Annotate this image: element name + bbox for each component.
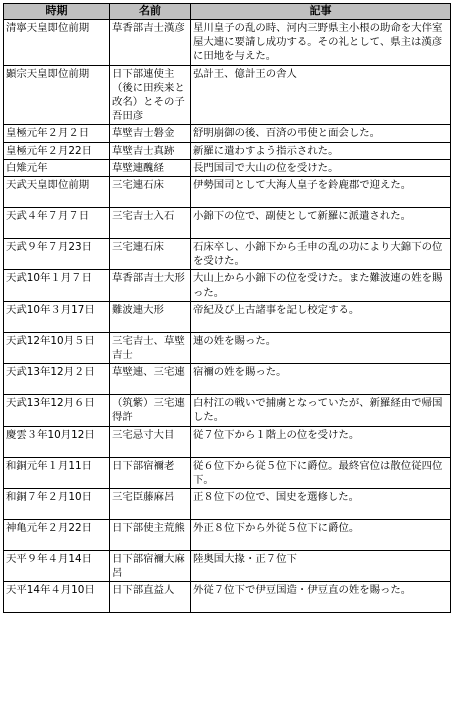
header-name: 名前 (110, 4, 191, 20)
cell-record: 帝紀及び上古諸事を記し校定する。 (191, 301, 451, 332)
cell-name: 日下部宿禰老 (110, 457, 191, 488)
cell-name: 三宅吉士入石 (110, 208, 191, 239)
table-row (4, 208, 451, 239)
cell-record: 連の姓を賜った。 (191, 332, 451, 363)
header-period: 時期 (4, 4, 110, 20)
cell-name: 草香部吉士漢彦 (110, 20, 191, 66)
cell-period: 皇極元年２月２日 (4, 125, 110, 142)
table-row (4, 489, 451, 520)
table-body (4, 20, 451, 613)
cell-period: 天平９年４月14日 (4, 551, 110, 582)
cell-record: 長門国司で大山の位を受けた。 (191, 159, 451, 176)
cell-period: 天武13年12月６日 (4, 395, 110, 426)
cell-name: 三宅臣藤麻呂 (110, 489, 191, 520)
cell-name: 日下部連使主（後に田疾来と改名）とその子吾田彦 (110, 65, 191, 125)
cell-period: 天武９年７月23日 (4, 239, 110, 270)
cell-record: 伊勢国司として大海人皇子を鈴鹿郡で迎えた。 (191, 177, 451, 208)
cell-name: 草香部吉士大形 (110, 270, 191, 301)
cell-period: 天平14年４月10日 (4, 582, 110, 613)
cell-record: 小錦下の位で、副使として新羅に派遣された。 (191, 208, 451, 239)
cell-period: 和銅７年２月10日 (4, 489, 110, 520)
cell-name: 三宅忌寸大目 (110, 426, 191, 457)
cell-record: 舒明崩御の後、百済の弔使と面会した。 (191, 125, 451, 142)
cell-record: 従７位下から１階上の位を受けた。 (191, 426, 451, 457)
cell-period: 天武12年10月５日 (4, 332, 110, 363)
table-row (4, 239, 451, 270)
cell-record: 弘計王、億計王の舎人 (191, 65, 451, 125)
cell-name: 日下部宿禰大麻呂 (110, 551, 191, 582)
table-row (4, 20, 451, 66)
cell-period: 神亀元年２月22日 (4, 520, 110, 551)
table-header-row (4, 4, 451, 20)
cell-period: 慶雲３年10月12日 (4, 426, 110, 457)
cell-period: 顕宗天皇即位前期 (4, 65, 110, 125)
table-row (4, 177, 451, 208)
history-table (3, 3, 451, 613)
cell-record: 従６位下から従５位下に爵位。最終官位は散位従四位下。 (191, 457, 451, 488)
cell-name: 難波連大形 (110, 301, 191, 332)
cell-record: 石床卒し、小錦下から壬申の乱の功により大錦下の位を受けた。 (191, 239, 451, 270)
cell-record: 星川皇子の乱の時、河内三野県主小根の助命を大伴室屋大連に要請し成功する。その礼として、県主は漢彦に田地を与えた。 (191, 20, 451, 66)
table-row (4, 582, 451, 613)
cell-record: 外正８位下から外従５位下に爵位。 (191, 520, 451, 551)
cell-name: 日下部直益人 (110, 582, 191, 613)
cell-record: 白村江の戦いで捕虜となっていたが、新羅経由で帰国した。 (191, 395, 451, 426)
cell-record: 宿禰の姓を賜った。 (191, 364, 451, 395)
table-row (4, 270, 451, 301)
cell-period: 和銅元年１月11日 (4, 457, 110, 488)
table-row (4, 125, 451, 142)
history-table-container (3, 3, 450, 613)
table-row (4, 364, 451, 395)
table-row (4, 395, 451, 426)
cell-record: 外従７位下で伊豆国造・伊豆直の姓を賜った。 (191, 582, 451, 613)
table-row (4, 142, 451, 159)
cell-name: 三宅吉士、草壁吉士 (110, 332, 191, 363)
header-record: 記事 (191, 4, 451, 20)
table-row (4, 457, 451, 488)
table-row (4, 301, 451, 332)
cell-period: 天武天皇即位前期 (4, 177, 110, 208)
cell-period: 皇極元年２月22日 (4, 142, 110, 159)
cell-period: 天武４年７月７日 (4, 208, 110, 239)
table-row (4, 159, 451, 176)
cell-name: 草壁連、三宅連 (110, 364, 191, 395)
cell-name: 三宅連石床 (110, 239, 191, 270)
cell-period: 天武13年12月２日 (4, 364, 110, 395)
cell-name: 草壁連醜経 (110, 159, 191, 176)
cell-name: 草壁吉士真跡 (110, 142, 191, 159)
cell-name: 三宅連石床 (110, 177, 191, 208)
cell-record: 正８位下の位で、国史を選修した。 (191, 489, 451, 520)
cell-record: 大山上から小錦下の位を受けた。また難波連の姓を賜った。 (191, 270, 451, 301)
cell-period: 清寧天皇即位前期 (4, 20, 110, 66)
cell-name: （筑紫）三宅連得許 (110, 395, 191, 426)
table-row (4, 520, 451, 551)
cell-period: 白雉元年 (4, 159, 110, 176)
table-row (4, 332, 451, 363)
cell-name: 草壁吉士磐金 (110, 125, 191, 142)
cell-period: 天武10年３月17日 (4, 301, 110, 332)
cell-name: 日下部使主荒熊 (110, 520, 191, 551)
cell-record: 陸奥国大掾・正７位下 (191, 551, 451, 582)
table-row (4, 426, 451, 457)
table-row (4, 551, 451, 582)
cell-period: 天武10年１月７日 (4, 270, 110, 301)
cell-record: 新羅に遣わすよう指示された。 (191, 142, 451, 159)
table-row (4, 65, 451, 125)
